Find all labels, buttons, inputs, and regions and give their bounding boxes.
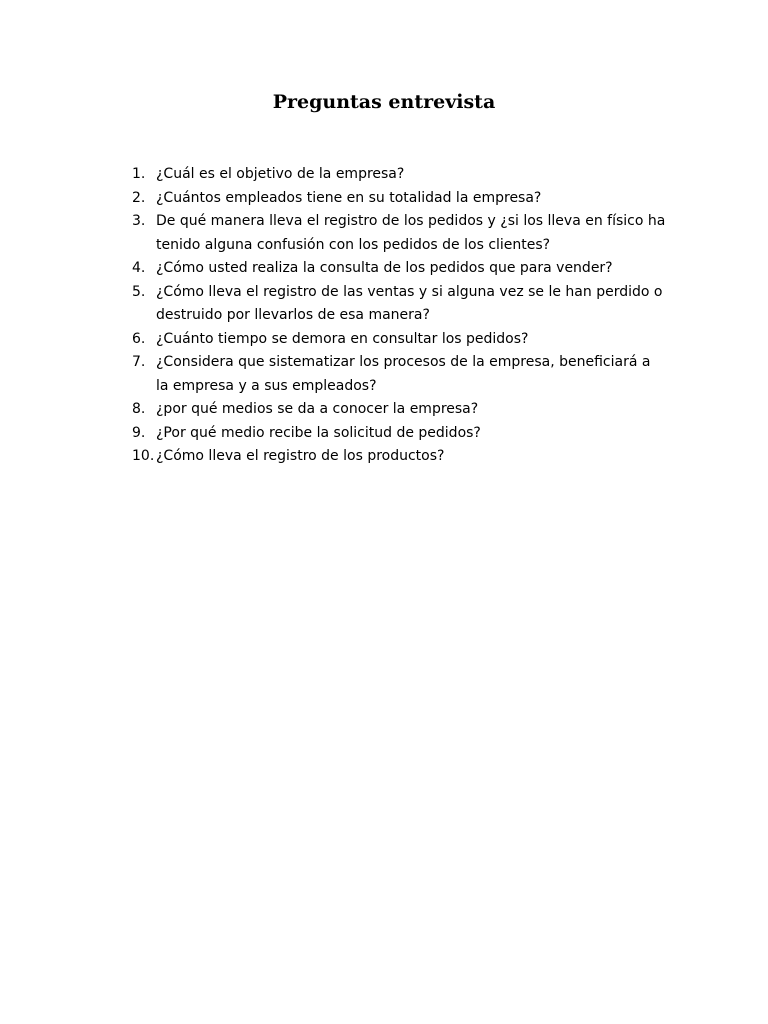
question-text xyxy=(156,351,672,398)
question-text-line: tenido alguna confusión con los pedidos de los clientes? xyxy=(156,236,551,253)
question-text-line: la empresa y a sus empleados? xyxy=(156,377,377,394)
question-number: 8. xyxy=(132,401,146,417)
question-item xyxy=(132,210,672,257)
question-item xyxy=(132,281,672,328)
question-item xyxy=(132,422,672,446)
question-text-line: ¿Cómo lleva el registro de los productos? xyxy=(156,448,445,464)
question-list xyxy=(132,163,672,469)
question-item xyxy=(132,328,672,352)
question-text-line: ¿Cómo lleva el registro de las ventas y si alguna vez se le han perdido o xyxy=(156,283,663,300)
document-title: Preguntas entrevista xyxy=(272,91,496,113)
question-number: 7. xyxy=(132,354,146,370)
question-item xyxy=(132,163,672,187)
question-text xyxy=(156,210,672,257)
question-item xyxy=(132,445,672,469)
question-number: 5. xyxy=(132,283,146,300)
question-number: 10. xyxy=(132,448,155,464)
question-item xyxy=(132,257,672,281)
question-text-line: ¿Cuánto tiempo se demora en consultar los pedidos? xyxy=(156,330,529,347)
question-text-line: ¿Considera que sistematizar los procesos de la empresa, beneficiará a xyxy=(156,354,651,370)
question-number: 9. xyxy=(132,424,146,441)
question-text-line: ¿Por qué medio recibe la solicitud de pedidos? xyxy=(156,424,481,441)
question-text-line: ¿Cómo usted realiza la consulta de los pedidos que para vender? xyxy=(156,260,613,276)
question-text xyxy=(156,328,672,352)
question-text xyxy=(156,281,672,328)
question-text xyxy=(156,398,672,422)
question-text xyxy=(156,187,672,211)
question-text xyxy=(156,422,672,446)
question-text-line: ¿por qué medios se da a conocer la empresa? xyxy=(156,401,479,417)
question-text xyxy=(156,257,672,281)
question-text xyxy=(156,445,672,469)
question-text xyxy=(156,163,672,187)
question-text-line: destruido por llevarlos de esa manera? xyxy=(156,307,430,323)
question-number: 4. xyxy=(132,260,146,276)
question-number: 6. xyxy=(132,330,146,347)
question-text-line: ¿Cuál es el objetivo de la empresa? xyxy=(156,166,405,182)
question-number: 2. xyxy=(132,189,146,206)
question-text-line: ¿Cuántos empleados tiene en su totalidad la empresa? xyxy=(156,189,542,206)
question-item xyxy=(132,398,672,422)
question-item xyxy=(132,351,672,398)
question-item xyxy=(132,187,672,211)
question-number: 1. xyxy=(132,166,146,182)
question-number: 3. xyxy=(132,213,146,229)
question-text-line: De qué manera lleva el registro de los pedidos y ¿si los lleva en físico ha xyxy=(156,213,666,229)
